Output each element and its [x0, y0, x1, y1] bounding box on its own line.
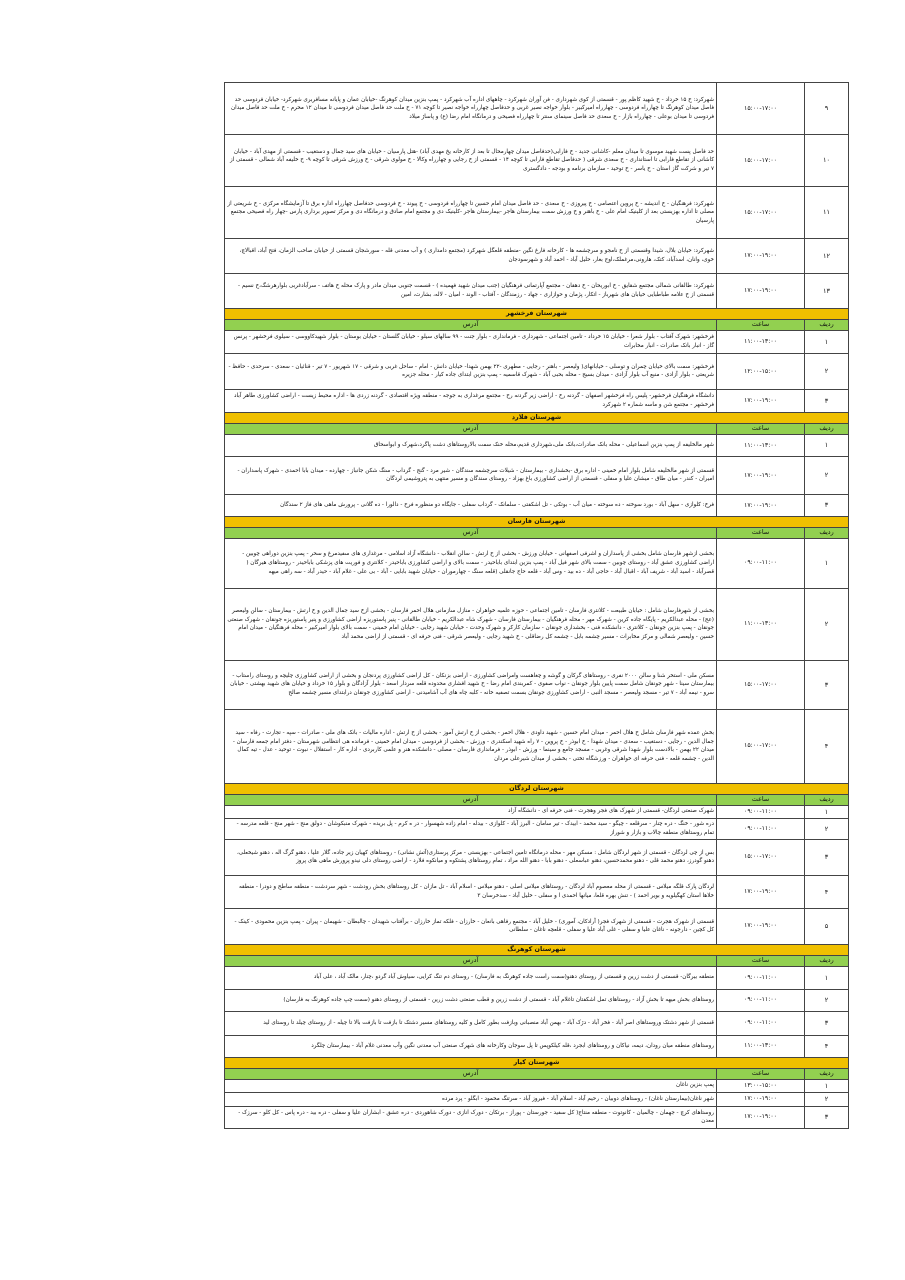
- table-row: [225, 434, 849, 456]
- time-range: ۱۱:۰۰-۱۳:۰۰: [717, 330, 805, 353]
- table-row: [225, 1106, 849, 1128]
- column-header-row: [225, 320, 849, 331]
- address-text: شهرکرد: خ ۱۵ خرداد - خ شهید کاظم پور - قسمتی از کوی شهرداری - فن آوران شهرکرد - چاههای اداره آب شهرکرد - پمپ بنزین میدان کوهرنگ -خیابان عمان و پایانه مسافربری شهرکرد- خیابان فردوسی حد فاصل میدان کوهرنگ تا چهارراه فردوسی - چهارراه امیرکبیر - بلوار خواجه نصیر غربی و حدفاصل چهارراه خواجه نصیر تا کوچه ۷۱ - خ ملت حد فاصل میدان فردوسی تا میدان ۱۲ محرم - خ ملت حد فاصل میدان فردوسی تا میدان بوعلی - چهارراه بازار - خ سعدی حد فاصل سینمای سنتر تا چهارراه فصیحی و درمانگاه امام رضا (ع) و پاساژ میلاد: [225, 83, 717, 135]
- table-row: [225, 83, 849, 135]
- table-row: [225, 588, 849, 660]
- address-text: منطقه بیرگان- قسمتی از دشت زرین و قسمتی از روستای دهنو(سمت راست جاده کوهرنگ به فارسان) - روستای دم تنگ کرایی، سیاوش آباد گردو ،چنار، مالک آباد ، علی آباد: [225, 966, 717, 989]
- table-row: [225, 1011, 849, 1035]
- time-range: ۱۱:۰۰-۱۳:۰۰: [717, 588, 805, 660]
- row-number: ۱: [805, 330, 849, 353]
- time-header: ساعت: [717, 955, 805, 966]
- row-number: ۱: [805, 805, 849, 818]
- row-number: ۱۰: [805, 135, 849, 187]
- county-title-row: [225, 516, 849, 527]
- table-row: [225, 494, 849, 516]
- column-header-row: [225, 423, 849, 434]
- time-header: ساعت: [717, 794, 805, 805]
- county-title: شهرستان کوهرنگ: [225, 944, 849, 955]
- county-title-row: [225, 1057, 849, 1068]
- address-text: حد فاصل پست شهید موسوی تا میدان معلم -کاشانی جدید - خ فارابی(حدفاصل میدان چهارمحال تا بعد از کارخانه یخ مهدی آباد) -هتل پارسیان - خیابان های سید جمال و دستغیب - قسمتی از مهدی آباد - خیابان کاشانی از تقاطع فارابی تا استانداری - خ سعدی شرقی ( حدفاصل تقاطع فارابی تا کوچه ۱۴ - قسمتی از خ رجایی و چهارراه وکالا - خ مولوی شرقی - خ ورزش شرقی تا کوچه ۹- خ خلیفه آباد شمالی - قسمتی از ۷ تیر و شرکت گاز استان - خ یاسر - خ توحید - سازمان برنامه و بودجه - دادگستری: [225, 135, 717, 187]
- time-range: ۱۱:۰۰-۱۳:۰۰: [717, 434, 805, 456]
- row-number: ۴: [805, 875, 849, 908]
- table-row: [225, 538, 849, 588]
- table-body: [225, 83, 849, 1129]
- time-range: ۱۷:۰۰-۱۹:۰۰: [717, 1092, 805, 1106]
- table-row: [225, 839, 849, 875]
- address-text: روستاهای بخش میهه تا بخش آزاد - روستاهای تمل اشکفتان تاغلام آباد - قسمتی از دشت زرین و قطب صنعتی دشت زرین - قسمتی از روستای دهنو (سمت چپ جاده کوهرنگ به فارسان): [225, 989, 717, 1011]
- table-row: [225, 353, 849, 389]
- address-header: آدرس: [225, 527, 717, 538]
- time-range: ۱۷:۰۰-۱۹:۰۰: [717, 875, 805, 908]
- row-number: ۱: [805, 966, 849, 989]
- time-range: ۱۱:۰۰-۱۳:۰۰: [717, 1035, 805, 1057]
- time-range: ۱۷:۰۰-۱۹:۰۰: [717, 494, 805, 516]
- table-row: [225, 875, 849, 908]
- column-header-row: [225, 1068, 849, 1079]
- address-text: لردگان پارک قلگه میلاس - قسمتی از محله معصوم آباد لردگان - روستاهای میلاس اصلی - دهنو میلاس - اسلام آباد - تل مازان - کل روستاهای بخش رودشت - شهر سردشت - منطقه ساطح و دودرا - منطقه خلاها استان کهگیلویه و بویر احمد ) - تنش بهره قلعا، میانها احمدی ا و سفلی - خلیل آباد - سدخرسان ۳: [225, 875, 717, 908]
- address-text: بخشی ازشهر فارسان شامل بخشی از پاسداران و اشرفی اصفهانی - خیابان ورزش - بخشی از خ ارتش - سالن انقلاب - دانشگاه آزاد اسلامی - مرغداری های سفیدمرغ و سحر - پمپ بنزین دوراهی چوبین - اراضی کشاورزی عشق آباد - روستای چوبین - سمت بالای شهر فیل آباد - پمپ بنزین ابتدای باباحیدر - سمت بالای و اراضی کشاورزی باباحیدر - کلانتری و فوریت های پزشکی باباحیدر - روستاهای هیرگان ( قصرآباد - اسید آباد - شریف آباد - اقبال آباد - حاجی آباد - ده بید - وس آباد - قلعه حاج جانقلی (قلعه سنگ - چهارموران - خیابان شهید بابایی - آباد - بی علی - غلام آباد - حیدر آباد - سه راهی میهه: [225, 538, 717, 588]
- time-range: ۱۷:۰۰-۱۹:۰۰: [717, 274, 805, 309]
- address-text: شهرک صنعتی لردگان- قسمتی از شهرک های فجر وهجرت - فنی حرفه ای - دانشگاه آزاد: [225, 805, 717, 818]
- address-text: شهرکرد: طالقانی شمالی مجتمع شقایق - خ ابوریحان - خ دهقان - مجتمع آپارتمانی فرهنگیان (جنب میدان شهید فهمیده ) - قسمت جنوبی میدان مادر و پارک محله خ هاتف - سرآبادغربی بلوارهرشگ،خ نسیم - قسمتی از خ علامه طباطبایی خیابان های شهرباز - اتکار، پژمان و حوازاری - جهاد - رزمندگان - آفتاب - الوند - امیان - لاله، بشارت، امین: [225, 274, 717, 309]
- time-header: ساعت: [717, 423, 805, 434]
- table-row: [225, 389, 849, 412]
- county-title: شهرستان فارسان: [225, 516, 849, 527]
- time-header: ساعت: [717, 320, 805, 331]
- outage-schedule-table: [224, 82, 849, 1129]
- address-header: آدرس: [225, 955, 717, 966]
- time-range: ۱۷:۰۰-۱۹:۰۰: [717, 389, 805, 412]
- row-number: ۲: [805, 353, 849, 389]
- address-text: شهر ناغان(بیمارستان ناغان) - روستاهای دوبیان - رحیم آباد - اسلام آباد - فیروز آباد - سرتنگ محمود - ابگلو - پرد مرده: [225, 1092, 717, 1106]
- address-text: روستاهای منطقه میان رودان، دیمه، نیاکان و روستاهای ابجرد ،قله کیلکوپس تا پل سوجان وکارخانه های شهرک صنعتی آب معدنی نگین وآب معدنی غلام آباد - بیمارستان چلگرد: [225, 1035, 717, 1057]
- time-range: ۱۵:۰۰-۱۷:۰۰: [717, 709, 805, 783]
- time-range: ۱۵:۰۰-۱۷:۰۰: [717, 660, 805, 709]
- address-text: شهر مالخلیفه از پمپ بنزین اسماعیلی - محله بانک صادرات،بانک ملی،شهرداری قدیم،محله خنک سمت بالاروستاهای دشت پاگرد،شهرک و ابواسحاق: [225, 434, 717, 456]
- address-header: آدرس: [225, 1068, 717, 1079]
- address-text: دره شور - خنگ - دره چنار - سرقلعه - چیگو - سید محمد - ابیدک - تیر سامان - البرز آباد - کلوازی - بیدله - امام زاده شهسوار - در ه کرم - پل بریده - شهرک منبکوشان - دولق منج - شهر منج - قلعه مدرسه - تمام روستاهای منطقه چالاب و بازار و شوراز: [225, 818, 717, 839]
- time-range: ۱۵:۰۰-۱۷:۰۰: [717, 839, 805, 875]
- table-row: [225, 1092, 849, 1106]
- county-title-row: [225, 309, 849, 320]
- row-number: ۲: [805, 1092, 849, 1106]
- row-number: ۲: [805, 588, 849, 660]
- address-text: قسمتی از شهر دشتک وروستاهای اصر آباد - فخر آباد - دژک آباد - بهمن آباد منصبانی وبازفت بطور کامل و کلیه روستاهای مسیر دشتک تا بازفت تا بازفت بالا تا چیله - از روستای چیلد تا روستای لید: [225, 1011, 717, 1035]
- address-text: دانشگاه فرهنگیان فرخشهر- پلیس راه فرخشهر اصفهان - گردنه رخ - اراضی زیر گردنه رخ - مجتمع مرغداری به جوجه - منطقه ویژه اقتصادی - گردنه زردی ها - اداره محیط زیست - اراضی کشاورزی طاهر آباد فرخشهر - مجتمع شن و ماسه شماره ۲ شهرکرد: [225, 389, 717, 412]
- address-text: فرخ: کلوازی - سهل آباد - بورد سوخته - ده سوخته - میان آب - بوتکی - تل اشکفتی - سلمانک - گرداب سفلی - جایگاه دو منظوره فرخ - دالورا - ده گلانی - پرورش ماهی های فاز ۲ سندگان: [225, 494, 717, 516]
- column-header-row: [225, 955, 849, 966]
- row-number: ۱: [805, 538, 849, 588]
- time-range: ۰۹:۰۰-۱۱:۰۰: [717, 818, 805, 839]
- row-number: ۳: [805, 660, 849, 709]
- time-range: ۱۵:۰۰-۱۷:۰۰: [717, 83, 805, 135]
- row-number-header: ردیف: [805, 320, 849, 331]
- county-title-row: [225, 944, 849, 955]
- table-row: [225, 709, 849, 783]
- row-number: ۱: [805, 1079, 849, 1092]
- table-row: [225, 239, 849, 274]
- time-range: ۱۷:۰۰-۱۹:۰۰: [717, 1106, 805, 1128]
- address-text: شهرکرد: فرهنگیان - خ اندیشه - خ پروین اعتصامی - خ پیروزی - خ سعدی - حد فاصل میدان امام حسین تا چهارراه فردوسی - خ پیوند - خ فردوسی حدفاصل چهارراه اداره برق تا آزمایشگاه مرکزی - خ شریعتی از مصلی تا اداره بهزیستی بعد از کلینیک امام علی - خ باهنر و خ ورزش سمت بیمارستان هاجر -بیمارستان هاجر -کلینیک دی و مجتمع امام صادق و درمانگاه دی و مرکز تصویر برداری پارس -چهار راه فصیحی مجتمع پارسیان: [225, 187, 717, 239]
- time-range: ۰۹:۰۰-۱۱:۰۰: [717, 1011, 805, 1035]
- address-header: آدرس: [225, 320, 717, 331]
- table-row: [225, 818, 849, 839]
- row-number: ۵: [805, 908, 849, 944]
- table-row: [225, 660, 849, 709]
- table-row: [225, 1079, 849, 1092]
- county-title: شهرستان لردگان: [225, 783, 849, 794]
- table-row: [225, 805, 849, 818]
- table-row: [225, 456, 849, 494]
- address-header: آدرس: [225, 423, 717, 434]
- address-text: شهرکرد: خیابان بلال، شیدا وقسمتی از خ نامجو و سرچشمه ها - کارخانه فارغ نگین -منطقه قلعگل شهرکرد (مجتمع دامداری ) و آب معدنی قله - سورشجان قسمتی از خیابان صاحب الزمان، فتح آباد، اقبالاچ، خوی، وانان، اسدآباد، کتک، هارونی،مرغملک،اوج بغار، حلیل آباد - احمد آباد و شهرسودجان: [225, 239, 717, 274]
- table-row: [225, 330, 849, 353]
- time-range: ۱۵:۰۰-۱۷:۰۰: [717, 187, 805, 239]
- county-title: شهرستان کیار: [225, 1057, 849, 1068]
- county-title-row: [225, 412, 849, 423]
- address-text: بخشی از شهرفارسان شامل : خیابان طبیعت - کلانتری فارسان - تامین اجتماعی - حوزه علمیه خواهران - منازل سازمانی هلال احمر فارسان - بخشی ازخ سید جمال الدین و خ ارتش - بیمارستان - سالن ولیعصر (عج) - محله عبدالکریم - پایگاه جاده کرین - شهرک مهر - محله فرهنگیان - بیمارستان فارسان - شهرک شاه عبدالکریم - خیابان طالقانی - پنیر پاستوریزه اراضی کشاورزی و پنیر پاستوریزه جونقان - شهرک صنعتی جونقان - پمپ بنزین جونقان - کلانتری - دانشکده فنی - بخشداری جونقان - سازمان کارکر و شهرک وحدت - خیابان شهید رجایی - خیابان امام خمینی - سمت بالای بلوار امیرکبیر - محله فرهنگیان - میدان امام حسین - ولیعصر شمالی و مرکز مخابرات - مسیر چشمه بابل - چشمه کل رضاقلی - خ شهید رجایی - ولیعصر شرقی - فنی حرفه ای - قسمتی از اراضی محمد آباد: [225, 588, 717, 660]
- address-text: مسکن ملی - استخر شنا و سالن ۲۰۰۰ نفری - روستاهای گرکان و گوشه و چغاهست وامراضی کشاورزی - اراضی بزنکان - کل اراضی کشاورزی پردنجان و بخشی از اراضی کشاورزی چلیچه و روستای راستاب - بیمارستان سینا - شهر جونقان شامل سمت پایین بلوار جونقان - نواب صفوی - کمربندی امام رضا - خ شهید افشاری محدوده قلعه سردار اسعد - بلوار آزادگان و بلوار ۱۵ خرداد و خیابان های شهید بهشتی - خیابان سرو - نیمه آباد - ۷ تیر - مسجد ولیعصر - مسجد النبی - اراضی کشاورزی جونقان بسمت تصفیه خانه - کلبه چاه های آب آشامیدنی - اراضی کشاورزی جونقان درابتدای مسیر چشمه صالح: [225, 660, 717, 709]
- time-range: ۱۷:۰۰-۱۹:۰۰: [717, 239, 805, 274]
- county-title: شهرستان فلارد: [225, 412, 849, 423]
- time-header: ساعت: [717, 527, 805, 538]
- table-row: [225, 966, 849, 989]
- address-text: پمپ بنزین ناغان: [225, 1079, 717, 1092]
- table-row: [225, 908, 849, 944]
- address-text: بس از چی لردگان - قسمتی از شهر لردگان شامل : مسکن مهر - محله درمانگاه تامین اجتماعی - بهزیستی - مرکز پرستاری(آتش نشانی) - روستاهای کهیان زیر جاده، گلار علیا ، دهنو گرگ اله ، دهنو شیخعلی، دهنو گودرز، دهنو محمد قلی - دهنو محمدحسین، دهنو عباسعلی - دهنو بابا - دهنو الله مراد ، تمام روستاهای پشتکوه و میانکوه فلارد - اراضی روستای دلی نیدو پرورش ماهی های پروز: [225, 839, 717, 875]
- time-range: ۰۹:۰۰-۱۱:۰۰: [717, 538, 805, 588]
- county-title: شهرستان فرخشهر: [225, 309, 849, 320]
- row-number: ۳: [805, 1011, 849, 1035]
- address-header: آدرس: [225, 794, 717, 805]
- time-range: ۰۹:۰۰-۱۱:۰۰: [717, 966, 805, 989]
- row-number-header: ردیف: [805, 794, 849, 805]
- table-row: [225, 135, 849, 187]
- time-range: ۰۹:۰۰-۱۱:۰۰: [717, 805, 805, 818]
- address-text: بخش عمده شهر فارسان شامل خ هلال احمر - میدان امام حسین - شهید داودی - هلال احمر - بخشی از خ ارتش آموز - بخشی از خ ارتش - اداره مالیات - بانک های ملی - صادرات - سپه - تجارت - رفاه - سید جمال الدین - رجایی - دستغیب - سعدی - میدان شهدا - خ ابوذر - خ پروین - ۷ راه شهید اسکندری - ورزش - بخشی از فردوسی - میدان امام خمینی - فرمانده هی انتظامی شهرستان - دفتر امام جمعه فارسان - میدان ۲۲ بهمن - بالادست بلوار شهدا شرقی وغربی - مسجد جامع و سینما - ورزش - ابوذر - فرمانداری فارسان - مصلی - دانشکده هنر و علمی کاربردی - اداره کار - استقلال - نبوت - توحید - عدل - تیه کمال الدین - چشمه قلعه - فنی حرفه ای خواهران - ورزشگاه تختی - بخشی از میدان شیرعلی مردان: [225, 709, 717, 783]
- row-number: ۳: [805, 494, 849, 516]
- row-number: ۴: [805, 1035, 849, 1057]
- row-number-header: ردیف: [805, 423, 849, 434]
- address-text: روستاهای کرچ - جهمان - چالمیان - کانوتوت - منطقه منتاج( کل سفید - جورستان - پوراز - برتکان - دورک انازی - دورک شاهوردی - دره عشق - ابشاران علیا و سفلی - دره بید - دره پاس - کل کلو - سرزک - معدن: [225, 1106, 717, 1128]
- time-range: ۱۲:۰۰-۱۵:۰۰: [717, 353, 805, 389]
- row-number-header: ردیف: [805, 527, 849, 538]
- time-range: ۱۷:۰۰-۱۹:۰۰: [717, 908, 805, 944]
- time-range: ۱۳:۰۰-۱۵:۰۰: [717, 1079, 805, 1092]
- address-text: قسمتی از شهر مالخلیفه شامل بلوار امام خمینی - اداره برق -بخشداری - بیمارستان - شیلات سرچشمه سندگان - شیر مرد - گنج - گرداب - سنگ شکن جانباز - چهارده - میدان بابا احمدی - شهرک پاسداران - امیران - کندر - میان طاق - میشان علیا و سفلی - قسمتی از اراضی کشاورزی باغ بهزاد - روستای سندگان و مسیر منتهی به پتروشیمی لردگان: [225, 456, 717, 494]
- row-number: ۱۱: [805, 187, 849, 239]
- table-row: [225, 989, 849, 1011]
- address-text: فرخشهر: سمت بالای خیابان چمران و توسلی - خیابانهای( ولیعصر - باهنر - رجایی - مطهری -۲۲ بهمن شهدا- خیابان دانش - امام - ساحل غربی و شرقی - ۱۷ شهریور - ۷ تیر - قنائیان - سعدی - سرحدی - حافظ - شریعتی - بلوار آزادی - منبع آب بلوار آزادی - میدان بسیج - محله بحبی آباد - شهرک قاسمیه - پمپ بنزین ابتدای جاده کیار - محله جزیره: [225, 353, 717, 389]
- row-number: ۳: [805, 839, 849, 875]
- table-row: [225, 187, 849, 239]
- address-text: فرخشهر: شهرک آفتاب - بلوار شعرا - خیابان ۱۵ خرداد - تامین اجتماعی - شهرداری - فرمانداری - بلوار جنت - ۹۹ سالهای سیلو - خیابان گلستان - خیابان بوستان - بلوار شهیدکاووسی - سیلوی فرخشهر - پرنس گاز - انبار بانک صادرات - انبار مخابرات: [225, 330, 717, 353]
- row-number: ۳: [805, 389, 849, 412]
- column-header-row: [225, 527, 849, 538]
- row-number: ۱۲: [805, 239, 849, 274]
- row-number: ۲: [805, 989, 849, 1011]
- time-range: ۱۵:۰۰-۱۷:۰۰: [717, 135, 805, 187]
- column-header-row: [225, 794, 849, 805]
- row-number-header: ردیف: [805, 1068, 849, 1079]
- row-number: ۲: [805, 456, 849, 494]
- row-number: ۹: [805, 83, 849, 135]
- row-number: ۲: [805, 818, 849, 839]
- row-number: ۱: [805, 434, 849, 456]
- time-header: ساعت: [717, 1068, 805, 1079]
- row-number-header: ردیف: [805, 955, 849, 966]
- row-number: ۴: [805, 709, 849, 783]
- row-number: ۳: [805, 1106, 849, 1128]
- time-range: ۰۹:۰۰-۱۱:۰۰: [717, 989, 805, 1011]
- row-number: ۱۳: [805, 274, 849, 309]
- table-row: [225, 274, 849, 309]
- table-row: [225, 1035, 849, 1057]
- time-range: ۱۷:۰۰-۱۹:۰۰: [717, 456, 805, 494]
- county-title-row: [225, 783, 849, 794]
- address-text: قسمتی از شهرک هجرت - قسمتی از شهرک فجر( آرادکان، آموری) - خلیل آباد - مجتمع رفاهی بانعان - خارزان - فلکه تماز خارزان - برآفتاب شهیدان - چالبطان - شهیمان - پیران - پمپ بنزین محمودی - کینک - کل کچین - دارجونه - ناغان علیا و سفلی - غلی آباد علیا و سفلی - قلعچه ناغان - سلطانی: [225, 908, 717, 944]
